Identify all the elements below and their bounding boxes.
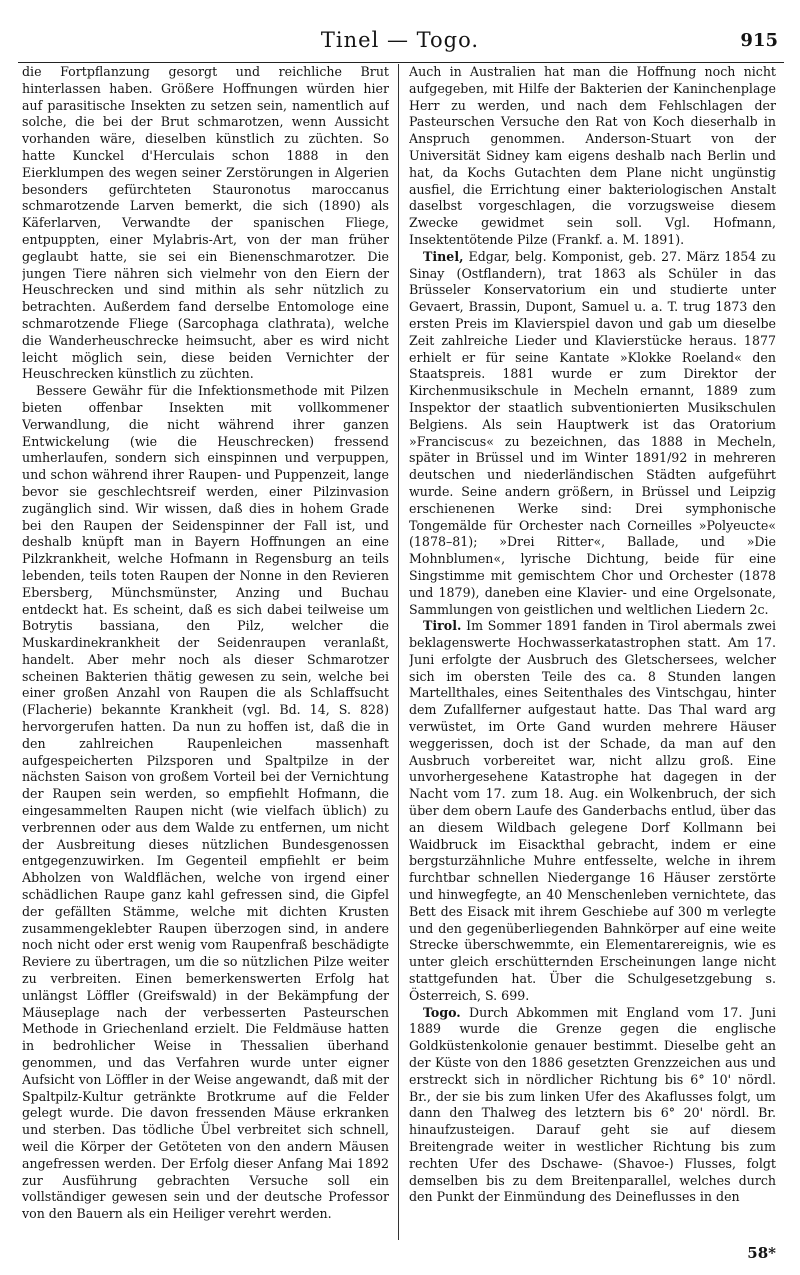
page-title: Tinel — Togo. [320,28,480,52]
page-number: 915 [740,30,778,51]
entry-togo [409,1005,776,1207]
paragraph-fungal-infection: Bessere Gewähr für die Infektionsmethode mit Pilzen bieten offenbar Insekten mit vollkommener Verwandlung, die nicht während ihrer ganzen Entwickelung (wie die Heuschrecken) fressend umherlaufen, sondern sich einspinnen und verpuppen, und schon während ihrer Raupen- und Puppenzeit, lange bevor sie geschlechtsreif werden, einer Pilzinvasion zugänglich sind. Wir wissen, daß dies in hohem Grade bei den Raupen der Seidenspinner der Fall ist, und deshalb knüpft man in Bayern Hoffnungen an eine Pilzkrankheit, welche Hofmann in Regensburg an teils lebenden, teils toten Raupen der Nonne in den Revieren Ebersberg, Münchsmünster, Anzing und Buchau entdeckt hat. Es scheint, daß es sich dabei teilweise um Botrytis bassiana, den Pilz, welcher die Muskardinekrankheit der Seidenraupen veranlaßt, handelt. Aber mehr noch als dieser Schmarotzer scheinen Bakterien thätig gewesen zu sein, welche bei einer großen Anzahl von Raupen die als Schlaffsucht (Flacherie) bekannte Krankheit (vgl. Bd. 14, S. 828) hervorgerufen hatten. Da nun zu hoffen ist, daß die in den zahlreichen Raupenleichen massenhaft aufgespeicherten Pilzsporen und Spaltpilze in der nächsten Saison von großem Vorteil bei der Vernichtung der Raupen sein werden, so empfiehlt Hofmann, die eingesammelten Raupen nicht (wie vielfach üblich) zu verbrennen oder aus dem Walde zu entfernen, um nicht der Ausbreitung dieses nützlichen Bundesgenossen entgegenzuwirken. Im Gegenteil empfiehlt er beim Abholzen von Waldflächen, welche von irgend einer schädlichen Raupe ganz kahl gefressen sind, die Gipfel der gefällten Stämme, welche mit dichten Krusten zusammengeklebter Raupen überzogen sind, in andere noch nicht oder erst wenig vom Raupenfraß beschädigte Reviere zu übertragen, um die so nützlichen Pilze weiter zu verbreiten. Einen bemerkenswerten Erfolg hat unlängst Löffler (Greifswald) in der Bekämpfung der Mäuseplage nach der verbesserten Pasteurschen Methode in Griechenland erzielt. Die Feldmäuse hatten in bedrohlicher Weise in Thessalien überhand genommen, und das Verfahren wurde unter eigner Aufsicht von Löffler in der Weise angewandt, daß mit der Spaltpilz-Kultur getränkte Brotkrume auf die Felder gelegt wurde. Die davon fressenden Mäuse erkranken und sterben. Das tödliche Übel verbreitet sich schnell, weil die Körper der Getöteten von den andern Mäusen angefressen werden. Der Erfolg dieser Anfang Mai 1892 zur Ausführung gebrachten Versuche soll ein vollständiger gewesen sein und der deutsche Professor von den Bauern als ein Heiliger verehrt werden. [22,383,389,1222]
entry-tirol [409,618,776,1004]
paragraph-locust-parasites: die Fortpflanzung gesorgt und reichliche Brut hinterlassen haben. Größere Hoffnungen würden hier auf parasitische Insekten zu setzen sein, namentlich auf solche, die bei der Brut schmarotzen, wenn Aussicht vorhanden wäre, dieselben künstlich zu züchten. So hatte Kunckel d'Herculais schon 1888 in den Eierklumpen des wegen seiner Zerstörungen in Algerien besonders gefürchteten Stauronotus maroccanus schmarotzende Larven bemerkt, die sich (1890) als Käferlarven, Verwandte der spanischen Fliege, entpuppten, einer Mylabris-Art, von der man früher geglaubt hatte, sie sei ein Bienenschmarotzer. Die jungen Tiere nähren sich vielmehr von den Eiern der Heuschrecken und sind mithin als sehr nützlich zu betrachten. Außerdem fand derselbe Entomologe eine schmarotzende Fliege (Sarcophaga clathrata), welche die Wanderheuschrecke heimsucht, aber es wird nicht leicht möglich sein, diese beiden Vernichter der Heuschrecken künstlich zu züchten. [22,64,389,382]
entry-headword-tirol: Tirol. [423,618,462,634]
running-header [0,28,800,58]
left-column [22,64,389,1240]
header-rule [18,62,784,63]
entry-body-tirol: Im Sommer 1891 fanden in Tirol abermals zwei beklagenswerte Hochwasserkatastrophen statt. Am 17. Juni erfolgte der Ausbruch des Gletschersees, welcher sich im obersten Teile des ca. 8 Stunden langen Martellthales, eines Seitenthales des Vintschgau, hinter dem Zufallferner aufgestaut hatte. Das Thal ward arg verwüstet, im Orte Gand wurden mehrere Häuser weggerissen, doch ist der Schade, da man auf den Ausbruch vorbereitet war, nicht allzu groß. Eine unvorhergesehene Katastrophe hat dagegen in der Nacht vom 17. zum 18. Aug. ein Wolkenbruch, der sich über dem obern Laufe des Ganderbachs entlud, über das an diesem Wildbach gelegene Dorf Kollmann bei Waidbruck im Eisackthal gebracht, indem er eine bergsturzähnliche Muhre entfesselte, welche in ihrem furchtbar schnellen Niedergange 16 Häuser zerstörte und hinwegfegte, an 40 Menschenleben vernichtete, das Bett des Eisack mit ihrem Geschiebe auf 300 m verlegte und den gegenüberliegenden Bahnkörper auf eine weite Strecke überschwemmte, ein Elementarereignis, wie es unter gleich erschütternden Erscheinungen lange nicht stattgefunden hat. Über die Schulgesetzgebung s. Österreich, S. 699. [409,618,776,1003]
entry-tinel [409,249,776,619]
signature-mark: 58* [747,1244,776,1262]
entry-body-tinel: Edgar, belg. Komponist, geb. 27. März 1854 zu Sinay (Ostflandern), trat 1863 als Schüler in das Brüsseler Konservatorium ein und studierte unter Gevaert, Brassin, Dupont, Samuel u. a. T. trug 1873 den ersten Preis im Klavierspiel davon und gab um dieselbe Zeit zahlreiche Lieder und Klavierstücke heraus. 1877 erhielt er für seine Kantate »Klokke Roeland« den Staatspreis. 1881 wurde er zum Direktor der Kirchenmusikschule in Mecheln ernannt, 1889 zum Inspektor der staatlich subventionierten Musikschulen Belgiens. Als sein Hauptwerk ist das Oratorium »Franciscus« zu bezeichnen, das 1888 in Mecheln, später in Brüssel und im Winter 1891/92 in mehreren deutschen und niederländischen Städten aufgeführt wurde. Seine andern größern, in Brüssel und Leipzig erschienenen Werke sind: Drei symphonische Tongemälde für Orchester nach Corneilles »Polyeucte« (1878–81); »Drei Ritter«, Ballade, und »Die Mohnblumen«, lyrische Dichtung, beide für eine Singstimme mit gemischtem Chor und Orchester (1878 und 1879), daneben eine Klavier- und eine Orgelsonate, Sammlungen von geistlichen und weltlichen Liedern 2c. [409,248,776,617]
paragraph-australia: Auch in Australien hat man die Hoffnung noch nicht aufgegeben, mit Hilfe der Bakterien der Kaninchenplage Herr zu werden, und nach dem Fehlschlagen der Pasteurschen Versuche den Rat von Koch dieserhalb in Anspruch genommen. Anderson-Stuart von der Universität Sidney kam eigens deshalb nach Berlin und hat, da Kochs Gutachten dem Plane nicht ungünstig ausfiel, die Errichtung einer bakteriologischen Anstalt daselbst vorgeschlagen, die vorzugsweise diesem Zwecke gewidmet sein soll. Vgl. Hofmann, Insektentötende Pilze (Frankf. a. M. 1891). [409,64,776,247]
entry-headword-togo: Togo. [423,1004,461,1020]
column-divider [398,64,399,1240]
entry-headword-tinel: Tinel, [423,248,464,264]
right-column [409,64,776,1240]
entry-body-togo: Durch Abkommen mit England vom 17. Juni 1889 wurde die Grenze gegen die englische Goldküstenkolonie genauer bestimmt. Dieselbe geht an der Küste von den 1886 gesetzten Grenzzeichen aus und erstreckt sich in nördlicher Richtung bis 6° 10' nördl. Br., der sie bis zum linken Ufer des Akaflusses folgt, um dann den Thalweg des letztern bis 6° 20' nördl. Br. hinaufzusteigen. Darauf geht sie auf diesem Breitengrade weiter in westlicher Richtung bis zum rechten Ufer des Dschawe- (Shavoe-) Flusses, folgt demselben bis zu dem Breitenparallel, welches durch den Punkt der Einmündung des Deineflusses in den [409,1004,776,1205]
